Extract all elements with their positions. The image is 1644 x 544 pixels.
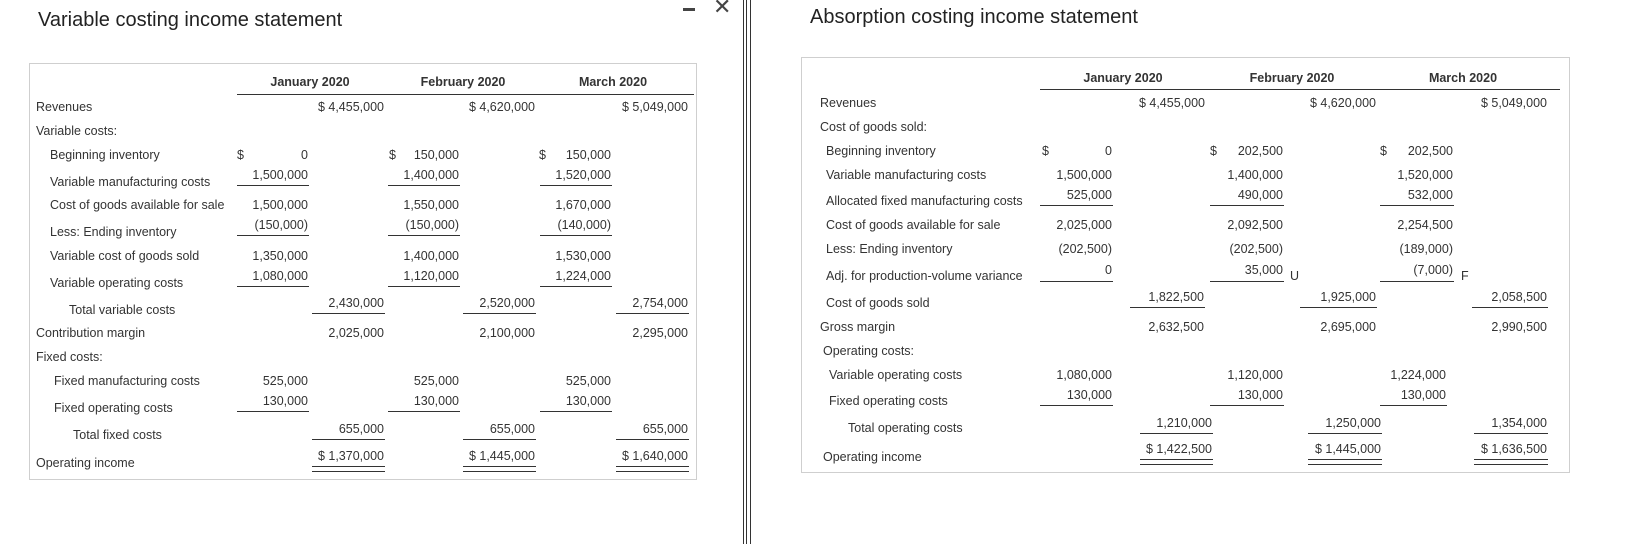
right-label-beginning-inventory: Beginning inventory <box>826 144 936 158</box>
right-cogas-mar: 2,254,500 <box>1397 218 1453 232</box>
left-rule <box>312 439 385 440</box>
right-rule <box>1040 281 1113 282</box>
right-gross-jan: 2,632,500 <box>1148 320 1204 334</box>
right-fix-op-feb: 130,000 <box>1237 388 1283 402</box>
left-rule <box>237 286 309 287</box>
right-label-allocated-fixed: Allocated fixed manufacturing costs <box>826 194 1023 208</box>
left-rule <box>388 235 460 236</box>
right-rule <box>1308 433 1382 434</box>
left-label-revenues: Revenues <box>36 100 93 114</box>
right-gross-mar: 2,990,500 <box>1491 320 1547 334</box>
right-adj-mar: (7,000) <box>1413 263 1453 277</box>
right-double-rule <box>1474 459 1548 465</box>
right-cogs-mar: 2,058,500 <box>1491 290 1547 304</box>
right-var-mfg-jan: 1,500,000 <box>1056 168 1112 182</box>
left-tot-fix-mar: 655,000 <box>642 422 688 436</box>
right-label-cogs: Cost of goods sold <box>826 296 930 310</box>
left-header-feb: February 2020 <box>420 75 506 89</box>
left-revenue-mar: $ 5,049,000 <box>621 100 688 114</box>
right-cogs-feb: 1,925,000 <box>1320 290 1376 304</box>
right-tot-op-jan: 1,210,000 <box>1156 416 1212 430</box>
right-var-op-jan: 1,080,000 <box>1056 368 1112 382</box>
split-divider <box>743 0 744 544</box>
right-op-inc-mar: $ 1,636,500 <box>1480 442 1547 456</box>
right-header-mar: March 2020 <box>1428 71 1498 85</box>
right-end-inv-jan: (202,500) <box>1058 242 1112 256</box>
left-fix-op-feb: 130,000 <box>413 394 459 408</box>
left-double-rule <box>463 466 536 472</box>
left-tot-var-jan: 2,430,000 <box>328 296 384 310</box>
left-cogas-feb: 1,550,000 <box>403 198 459 212</box>
left-rule <box>540 286 612 287</box>
left-label-total-fixed: Total fixed costs <box>73 428 162 442</box>
right-var-op-feb: 1,120,000 <box>1227 368 1283 382</box>
left-revenue-feb: $ 4,620,000 <box>468 100 535 114</box>
right-dollar-mar: $ <box>1380 144 1387 158</box>
right-var-mfg-feb: 1,400,000 <box>1227 168 1283 182</box>
right-label-cogs-header: Cost of goods sold: <box>820 120 928 134</box>
right-adj-jan: 0 <box>1105 263 1112 277</box>
left-var-op-mar: 1,224,000 <box>555 269 611 283</box>
left-rule <box>463 439 536 440</box>
right-rule <box>1380 281 1454 282</box>
left-rule <box>388 185 460 186</box>
right-label-fixed-operating: Fixed operating costs <box>829 394 948 408</box>
right-alloc-jan: 525,000 <box>1066 188 1112 202</box>
left-header-mar: March 2020 <box>578 75 648 89</box>
left-rule <box>312 313 385 314</box>
right-gross-feb: 2,695,000 <box>1320 320 1376 334</box>
left-fix-mfg-feb: 525,000 <box>413 374 459 388</box>
right-beg-inv-jan: 0 <box>1105 144 1112 158</box>
left-contrib-jan: 2,025,000 <box>328 326 384 340</box>
right-tot-op-feb: 1,250,000 <box>1325 416 1381 430</box>
right-rule <box>1380 405 1447 406</box>
right-rule <box>1040 405 1113 406</box>
left-dollar-jan: $ <box>237 148 244 162</box>
right-rule <box>1210 405 1284 406</box>
right-fix-op-jan: 130,000 <box>1066 388 1112 402</box>
left-label-total-variable: Total variable costs <box>69 303 176 317</box>
left-op-inc-jan: $ 1,370,000 <box>317 449 384 463</box>
right-rule <box>1380 205 1454 206</box>
right-revenue-mar: $ 5,049,000 <box>1480 96 1547 110</box>
left-header-rule <box>237 94 694 95</box>
left-var-op-feb: 1,120,000 <box>403 269 459 283</box>
left-beg-inv-mar: 150,000 <box>565 148 611 162</box>
left-label-ending-inventory: Less: Ending inventory <box>50 225 177 239</box>
left-rule <box>388 286 460 287</box>
left-end-inv-jan: (150,000) <box>254 218 308 232</box>
left-header-jan: January 2020 <box>270 75 350 89</box>
left-beg-inv-feb: 150,000 <box>413 148 459 162</box>
right-dollar-jan: $ <box>1042 144 1049 158</box>
left-var-mfg-feb: 1,400,000 <box>403 168 459 182</box>
left-op-inc-mar: $ 1,640,000 <box>621 449 688 463</box>
left-double-rule <box>312 466 385 472</box>
left-tot-var-feb: 2,520,000 <box>479 296 535 310</box>
left-rule <box>237 185 309 186</box>
right-var-mfg-mar: 1,520,000 <box>1397 168 1453 182</box>
right-dollar-feb: $ <box>1210 144 1217 158</box>
left-revenue-jan: $ 4,455,000 <box>317 100 384 114</box>
right-rule <box>1130 307 1205 308</box>
left-rule <box>540 235 612 236</box>
left-contrib-feb: 2,100,000 <box>479 326 535 340</box>
right-var-op-mar: 1,224,000 <box>1390 368 1446 382</box>
right-label-ending-inventory: Less: Ending inventory <box>826 242 953 256</box>
left-fix-op-jan: 130,000 <box>262 394 308 408</box>
left-rule <box>616 313 689 314</box>
left-rule <box>237 411 309 412</box>
left-fix-op-mar: 130,000 <box>565 394 611 408</box>
right-rule <box>1140 433 1213 434</box>
left-var-mfg-jan: 1,500,000 <box>252 168 308 182</box>
left-var-cogs-mar: 1,530,000 <box>555 249 611 263</box>
left-var-cogs-feb: 1,400,000 <box>403 249 459 263</box>
right-header-jan: January 2020 <box>1083 71 1163 85</box>
left-rule <box>463 313 536 314</box>
left-label-variable-costs: Variable costs: <box>36 124 118 138</box>
right-header-feb: February 2020 <box>1249 71 1335 85</box>
right-alloc-mar: 532,000 <box>1407 188 1453 202</box>
right-rule <box>1300 307 1377 308</box>
right-double-rule <box>1140 459 1213 465</box>
right-label-cogas: Cost of goods available for sale <box>826 218 1001 232</box>
left-beg-inv-jan: 0 <box>301 148 308 162</box>
close-icon[interactable]: ✕ <box>713 0 732 19</box>
right-end-inv-feb: (202,500) <box>1229 242 1283 256</box>
left-label-fixed-operating: Fixed operating costs <box>54 401 173 415</box>
left-label-beginning-inventory: Beginning inventory <box>50 148 160 162</box>
right-label-variable-mfg: Variable manufacturing costs <box>826 168 987 182</box>
right-revenue-jan: $ 4,455,000 <box>1138 96 1205 110</box>
minimize-icon[interactable] <box>683 8 695 11</box>
right-tot-op-mar: 1,354,000 <box>1491 416 1547 430</box>
right-op-inc-jan: $ 1,422,500 <box>1145 442 1212 456</box>
right-rule <box>1210 205 1284 206</box>
split-divider <box>746 0 747 544</box>
right-label-operating-income: Operating income <box>823 450 922 464</box>
right-op-inc-feb: $ 1,445,000 <box>1314 442 1381 456</box>
right-header-rule <box>1040 89 1560 90</box>
right-rule <box>1210 281 1284 282</box>
right-revenue-feb: $ 4,620,000 <box>1309 96 1376 110</box>
left-cogas-mar: 1,670,000 <box>555 198 611 212</box>
right-label-revenues: Revenues <box>820 96 877 110</box>
right-double-rule <box>1308 459 1382 465</box>
right-cogas-feb: 2,092,500 <box>1227 218 1283 232</box>
left-cogas-jan: 1,500,000 <box>252 198 308 212</box>
right-alloc-feb: 490,000 <box>1237 188 1283 202</box>
left-end-inv-mar: (140,000) <box>557 218 611 232</box>
right-beg-inv-feb: 202,500 <box>1237 144 1283 158</box>
right-label-total-operating: Total operating costs <box>848 421 963 435</box>
left-tot-var-mar: 2,754,000 <box>632 296 688 310</box>
left-label-cogas: Cost of goods available for sale <box>50 198 225 212</box>
right-fix-op-mar: 130,000 <box>1400 388 1446 402</box>
left-var-op-jan: 1,080,000 <box>252 269 308 283</box>
right-end-inv-mar: (189,000) <box>1399 242 1453 256</box>
left-label-variable-cogs: Variable cost of goods sold <box>50 249 200 263</box>
split-divider <box>750 0 751 544</box>
left-rule <box>616 439 689 440</box>
right-rule <box>1472 307 1548 308</box>
right-adj-flag-unfavorable: U <box>1290 269 1300 283</box>
left-tot-fix-feb: 655,000 <box>489 422 535 436</box>
left-var-mfg-mar: 1,520,000 <box>555 168 611 182</box>
left-dollar-mar: $ <box>539 148 546 162</box>
left-dollar-feb: $ <box>389 148 396 162</box>
left-tot-fix-jan: 655,000 <box>338 422 384 436</box>
right-cogas-jan: 2,025,000 <box>1056 218 1112 232</box>
absorption-costing-title: Absorption costing income statement <box>810 6 1138 28</box>
left-fix-mfg-jan: 525,000 <box>262 374 308 388</box>
variable-costing-title: Variable costing income statement <box>38 9 343 31</box>
left-rule <box>388 411 460 412</box>
right-beg-inv-mar: 202,500 <box>1407 144 1453 158</box>
right-adj-feb: 35,000 <box>1244 263 1283 277</box>
right-rule <box>1040 205 1113 206</box>
left-rule <box>237 235 309 236</box>
left-label-contribution-margin: Contribution margin <box>36 326 146 340</box>
right-label-variable-operating: Variable operating costs <box>829 368 963 382</box>
right-label-pv-adjustment: Adj. for production-volume variance <box>826 269 1023 283</box>
left-label-variable-operating: Variable operating costs <box>50 276 184 290</box>
right-cogs-jan: 1,822,500 <box>1148 290 1204 304</box>
left-op-inc-feb: $ 1,445,000 <box>468 449 535 463</box>
left-end-inv-feb: (150,000) <box>405 218 459 232</box>
right-rule <box>1474 433 1548 434</box>
left-label-operating-income: Operating income <box>36 456 135 470</box>
left-label-fixed-costs: Fixed costs: <box>36 350 103 364</box>
right-adj-flag-favorable: F <box>1461 269 1469 283</box>
right-label-operating-costs: Operating costs: <box>823 344 915 358</box>
left-fix-mfg-mar: 525,000 <box>565 374 611 388</box>
left-label-fixed-mfg: Fixed manufacturing costs <box>54 374 200 388</box>
right-label-gross-margin: Gross margin <box>820 320 896 334</box>
left-rule <box>540 411 612 412</box>
left-var-cogs-jan: 1,350,000 <box>252 249 308 263</box>
left-rule <box>540 185 612 186</box>
left-double-rule <box>616 466 689 472</box>
left-contrib-mar: 2,295,000 <box>632 326 688 340</box>
left-label-variable-mfg: Variable manufacturing costs <box>50 175 211 189</box>
